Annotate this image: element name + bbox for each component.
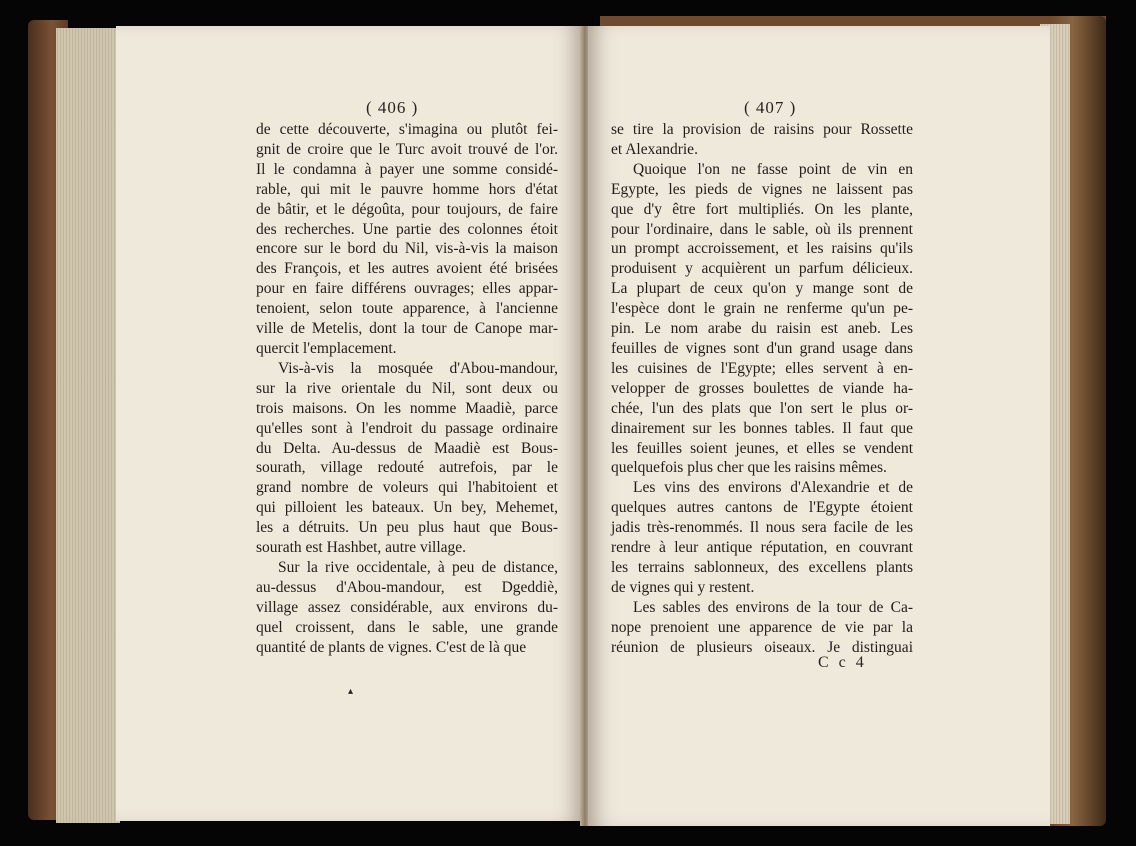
- text-line: l'espèce dont le grain ne renferme qu'un pe-: [611, 300, 913, 318]
- text-line: quantité de plants de vignes. C'est de là que: [256, 638, 527, 656]
- text-line: pin. Le nom arabe du raisin est aneb. Les: [611, 320, 913, 338]
- text-line: nope prenoient une apparence de vie par la: [611, 618, 913, 636]
- text-line: grand nombre de voleurs qui l'habitoient et: [256, 479, 558, 497]
- text-line: ville de Metelis, dont la tour de Canope mar-: [256, 320, 558, 338]
- text-line: des recherches. Une partie des colonnes étoit: [256, 220, 558, 238]
- text-line: La plupart de ceux qu'on y mange sont de: [611, 280, 913, 298]
- text-line: les terrains sablonneux, des excellens plants: [611, 558, 913, 576]
- text-line: de bâtir, et le dégoûta, pour toujours, de faire: [256, 200, 558, 218]
- text-line: des François, et les autres avoient été brisées: [256, 260, 558, 278]
- text-line: encore sur le bord du Nil, vis-à-vis la maison: [256, 240, 558, 258]
- text-line: quelques autres cantons de l'Egypte étoient: [611, 499, 913, 517]
- right-page-text: [611, 120, 913, 657]
- text-line: Les vins des environs d'Alexandrie et de: [633, 479, 913, 497]
- text-line: gnit de croire que le Turc avoit trouvé de l'or.: [256, 140, 558, 158]
- text-line: qui pilloient les bateaux. Un bey, Mehemet,: [256, 499, 558, 517]
- text-line: du Delta. Au-dessus de Maadiè est Bous-: [256, 439, 558, 457]
- text-line: tenoient, selon toute apparence, à l'ancienne: [256, 300, 558, 318]
- text-line: jadis très-renommés. Il nous sera facile de les: [611, 519, 913, 537]
- text-line: feuilles de vignes sont d'un grand usage dans: [611, 339, 913, 357]
- text-line: Egypte, les pieds de vignes ne laissent pas: [611, 180, 913, 198]
- text-line: Sur la rive occidentale, à peu de distance,: [278, 558, 558, 576]
- text-line: rable, qui mit le pauvre homme hors d'état: [256, 180, 558, 198]
- text-line: trois maisons. On les nomme Maadiè, parce: [256, 399, 558, 417]
- text-line: quercit l'emplacement.: [256, 339, 397, 357]
- text-line: que d'y être fort multipliés. On les plante,: [611, 200, 913, 218]
- text-line: de vignes qui y restent.: [611, 578, 755, 596]
- text-line: réunion de plusieurs oiseaux. Je distinguai: [611, 638, 913, 656]
- text-line: Quoique l'on ne fasse point de vin en: [633, 160, 913, 178]
- text-line: les feuilles soient jeunes, et elles se vendent: [611, 439, 913, 457]
- right-page: [588, 26, 1050, 826]
- text-line: dinairement sur les bonnes tables. Il faut que: [611, 419, 913, 437]
- text-line: quel croissent, dans le sable, une grande: [256, 618, 558, 636]
- text-line: rendre à leur antique réputation, en couvrant: [611, 539, 913, 557]
- text-line: quelquefois plus cher que les raisins mêmes.: [611, 459, 887, 477]
- page-number-left: ( 406 ): [366, 98, 419, 117]
- text-line: village assez considérable, aux environs du-: [256, 598, 558, 616]
- text-line: qu'elles sont à l'endroit du passage ordinaire: [256, 419, 558, 437]
- text-line: se tire la provision de raisins pour Rossette: [611, 121, 913, 138]
- text-line: de cette découverte, s'imagina ou plutôt fei-: [256, 121, 558, 138]
- text-line: chée, l'un des plats que l'on sert le plus or-: [611, 399, 913, 417]
- page-edges-left: [56, 28, 120, 823]
- text-line: au-dessus d'Abou-mandour, est Dgeddiè,: [256, 578, 558, 596]
- page-number-right: ( 407 ): [744, 98, 797, 117]
- text-line: Les sables des environs de la tour de Ca-: [633, 598, 913, 616]
- text-line: Vis-à-vis la mosquée d'Abou-mandour,: [278, 359, 558, 377]
- text-line: pour l'ordinaire, dans le sable, où ils prennent: [611, 220, 913, 238]
- text-line: sourath est Hashbet, autre village.: [256, 539, 467, 557]
- left-page: [116, 26, 582, 821]
- text-line: velopper de grosses boulettes de viande ha-: [611, 379, 913, 397]
- ink-mark: ▴: [348, 686, 354, 697]
- left-page-text: [256, 120, 558, 657]
- text-line: pour en faire différens ouvrages; elles appar-: [256, 280, 558, 298]
- text-line: un prompt accroissement, et les raisins qu'ils: [611, 240, 913, 258]
- text-line: et Alexandrie.: [611, 140, 698, 158]
- catchword: C c 4: [818, 654, 867, 671]
- text-line: les cuisines de l'Egypte; elles servent à en-: [611, 359, 913, 377]
- text-line: les a détruits. Un peu plus haut que Bous-: [256, 519, 558, 537]
- text-line: produisent y acquièrent un parfum délicieux.: [611, 260, 913, 278]
- text-line: sur la rive orientale du Nil, sont deux ou: [256, 379, 558, 397]
- text-line: sourath, village redouté autrefois, par le: [256, 459, 558, 477]
- text-line: Il le condamna à payer une somme considé-: [256, 160, 558, 178]
